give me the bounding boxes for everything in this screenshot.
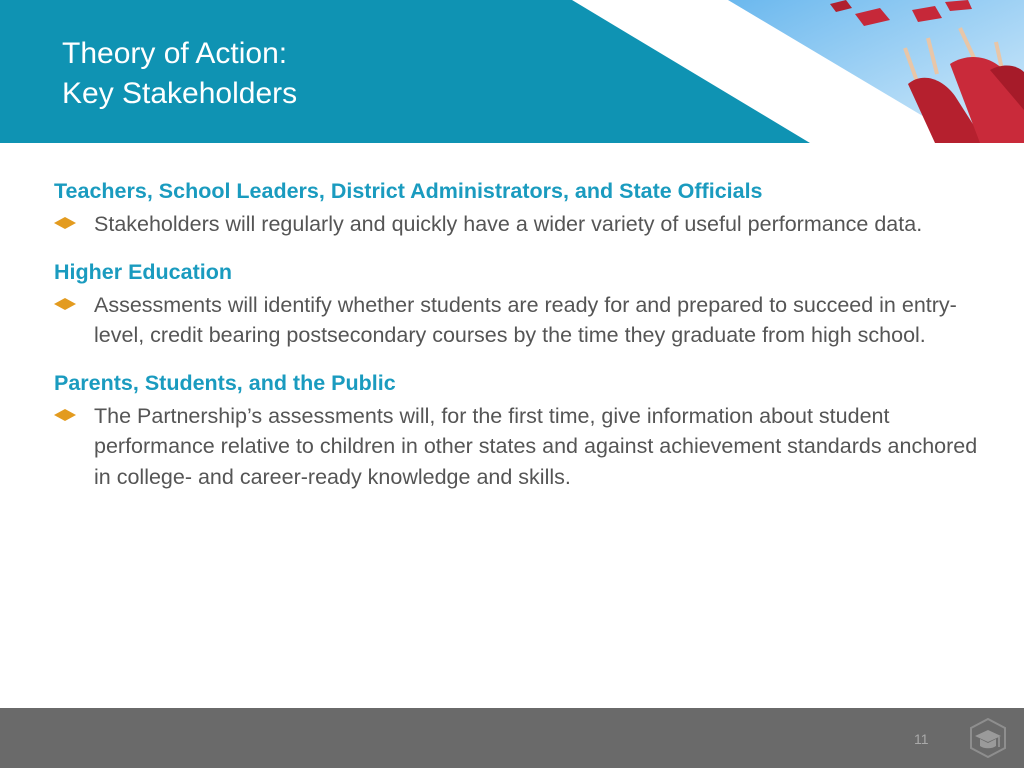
bullet-item-higher-education	[54, 290, 984, 351]
arrow-bullet-icon	[54, 409, 76, 421]
section-heading-teachers: Teachers, School Leaders, District Administrators, and State Officials	[54, 179, 763, 203]
page-number: 11	[914, 731, 929, 747]
section-heading-higher-education: Higher Education	[54, 259, 232, 284]
bullet-text: Stakeholders will regularly and quickly have a wider variety of useful performance data.	[94, 212, 923, 236]
bullet-item-teachers	[54, 209, 984, 240]
slide-title	[62, 34, 297, 114]
title-line-1: Theory of Action:	[62, 37, 288, 70]
slide-content	[54, 175, 984, 508]
bullet-item-parents	[54, 401, 984, 493]
slide-header	[0, 0, 1024, 143]
arrow-bullet-icon	[54, 298, 76, 310]
arrow-bullet-icon	[54, 217, 76, 229]
section-heading-parents: Parents, Students, and the Public	[54, 370, 396, 395]
slide-footer	[0, 708, 1024, 768]
bullet-text: The Partnership’s assessments will, for the first time, give information about student performance relative to children in other states and against achievement standards anchored in college- and career-ready knowledge and skills.	[94, 403, 978, 489]
title-line-2: Key Stakeholders	[62, 77, 298, 110]
bullet-text: Assessments will identify whether students are ready for and prepared to succeed in entry-level, credit bearing postsecondary courses by the time they graduate from high school.	[94, 292, 957, 347]
graduation-cap-logo-icon	[968, 718, 1008, 758]
